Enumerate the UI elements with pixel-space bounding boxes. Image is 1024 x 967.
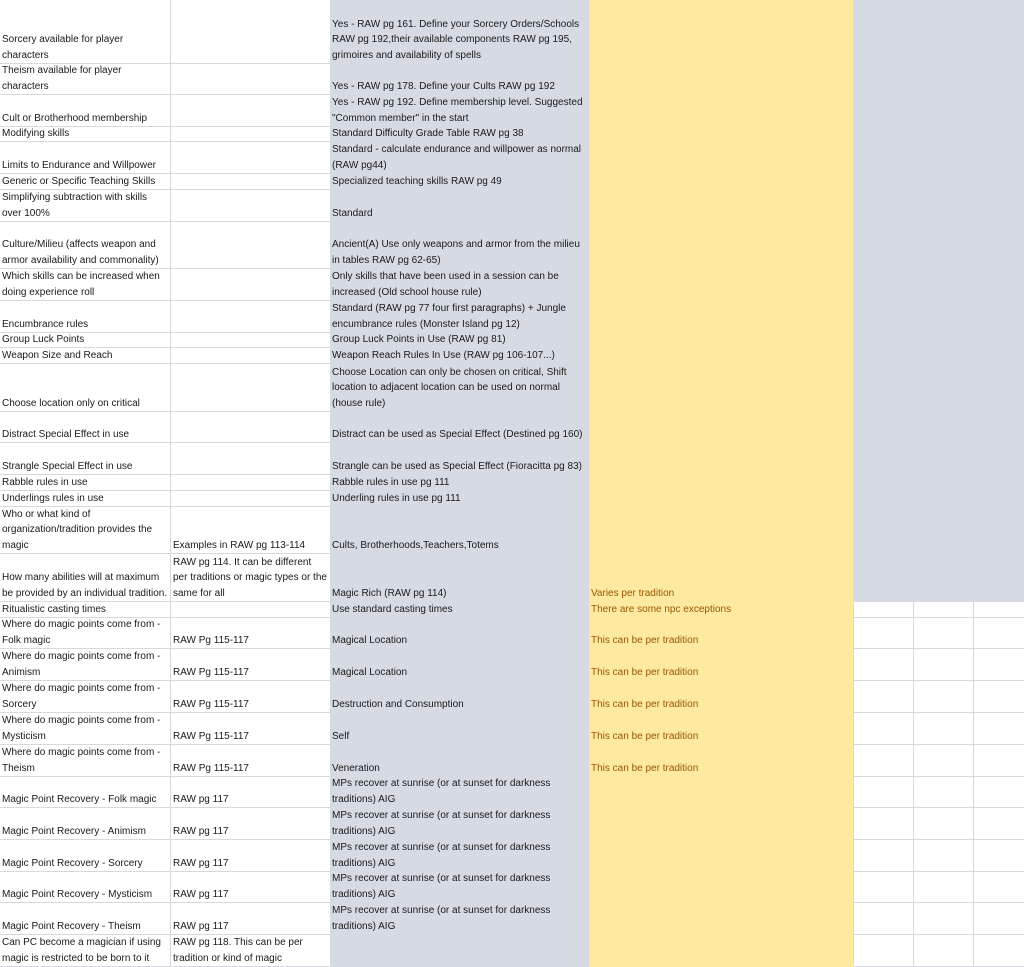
rule-cell[interactable] (1, 618, 170, 649)
reference-cell-text: RAW Pg 115-117 (173, 634, 249, 646)
reference-cell[interactable] (172, 127, 329, 142)
rule-cell[interactable] (1, 95, 170, 127)
choice-cell-text: Standard (332, 207, 373, 219)
reference-cell[interactable] (172, 935, 329, 967)
note-cell[interactable] (590, 935, 852, 967)
reference-cell[interactable] (172, 142, 329, 174)
row-gridline (853, 871, 1024, 872)
reference-cell[interactable] (172, 491, 329, 507)
choice-cell-text: Rabble rules in use pg 111 (332, 476, 450, 488)
rule-cell-text: Modifying skills (2, 127, 70, 139)
row-gridline (853, 601, 1024, 602)
row-gridline (853, 934, 1024, 935)
note-cell-text: There are some npc exceptions (591, 603, 732, 615)
rule-cell[interactable] (1, 190, 170, 222)
column-gridline (170, 0, 171, 967)
reference-cell[interactable] (172, 475, 329, 491)
choice-cell-text: Self (332, 730, 350, 742)
rule-cell[interactable] (1, 808, 170, 840)
rule-cell-text: Rabble rules in use (2, 476, 88, 488)
reference-cell[interactable] (172, 649, 329, 681)
choice-cell[interactable] (331, 127, 588, 142)
note-cell[interactable] (590, 333, 852, 348)
reference-cell-text: RAW pg 117 (173, 888, 229, 900)
choice-cell[interactable] (331, 301, 588, 333)
rule-cell-text: Weapon Size and Reach (2, 349, 113, 361)
reference-cell[interactable] (172, 554, 329, 602)
rule-cell[interactable] (1, 713, 170, 745)
note-cell[interactable] (590, 443, 852, 475)
reference-cell[interactable] (172, 745, 329, 777)
choice-cell[interactable] (331, 64, 588, 95)
note-cell[interactable] (590, 222, 852, 269)
reference-cell[interactable] (172, 777, 329, 808)
reference-cell[interactable] (172, 872, 329, 903)
reference-cell[interactable] (172, 618, 329, 649)
reference-cell[interactable] (172, 681, 329, 713)
choice-cell-text: Veneration (332, 762, 380, 774)
note-cell[interactable] (590, 681, 852, 713)
choice-cell-text: MPs recover at sunrise (or at sunset for darkness traditions) AIG (332, 842, 551, 869)
note-cell[interactable] (590, 903, 852, 935)
note-cell-text: This can be per tradition (591, 666, 699, 678)
choice-cell[interactable] (331, 872, 588, 903)
choice-cell[interactable] (331, 554, 588, 602)
choice-cell[interactable] (331, 840, 588, 872)
choice-cell[interactable] (331, 95, 588, 127)
row-gridline (853, 839, 1024, 840)
rule-cell-text: Generic or Specific Teaching Skills (2, 175, 156, 187)
choice-cell-text: Use standard casting times (332, 603, 453, 615)
note-cell[interactable] (590, 64, 852, 95)
note-cell[interactable] (590, 507, 852, 554)
reference-cell[interactable] (172, 808, 329, 840)
rule-cell-text: Who or what kind of organization/tradition provides the magic (2, 508, 153, 551)
rule-cell-text: Simplifying subtraction with skills over 100% (2, 192, 148, 219)
choice-cell-text: Weapon Reach Rules In Use (RAW pg 106-107...) (332, 349, 555, 361)
note-cell[interactable] (590, 808, 852, 840)
note-cell[interactable] (590, 301, 852, 333)
rule-cell[interactable] (1, 602, 170, 618)
choice-cell[interactable] (331, 190, 588, 222)
choice-cell[interactable] (331, 903, 588, 935)
rule-cell-text: Can PC become a magician if using magic is restricted to be born to it (2, 937, 161, 964)
note-cell[interactable] (590, 95, 852, 127)
reference-cell[interactable] (172, 190, 329, 222)
rule-cell[interactable] (1, 491, 170, 507)
rule-cell[interactable] (1, 443, 170, 475)
choice-cell[interactable] (331, 142, 588, 174)
reference-cell-text: RAW Pg 115-117 (173, 698, 249, 710)
rule-cell[interactable] (1, 507, 170, 554)
choice-cell[interactable] (331, 269, 588, 301)
row-gridline (853, 807, 1024, 808)
reference-cell[interactable] (172, 840, 329, 872)
reference-cell[interactable] (172, 0, 329, 64)
note-cell[interactable] (590, 713, 852, 745)
reference-cell-text: RAW pg 117 (173, 793, 229, 805)
reference-cell[interactable] (172, 412, 329, 443)
reference-cell-text: RAW Pg 115-117 (173, 762, 249, 774)
rule-cell-text: Magic Point Recovery - Theism (2, 920, 141, 932)
rule-cell[interactable] (1, 777, 170, 808)
note-cell[interactable] (590, 649, 852, 681)
note-cell[interactable] (590, 491, 852, 507)
rule-cell-text: Where do magic points come from - Folk magic (2, 619, 161, 646)
column-gridline (913, 602, 914, 967)
reference-cell[interactable] (172, 903, 329, 935)
choice-cell-text: Group Luck Points in Use (RAW pg 81) (332, 333, 506, 345)
choice-cell-text: MPs recover at sunrise (or at sunset for darkness traditions) AIG (332, 810, 551, 837)
rule-cell[interactable] (1, 64, 170, 95)
reference-cell-text: RAW Pg 115-117 (173, 730, 249, 742)
note-cell[interactable] (590, 412, 852, 443)
choice-cell[interactable] (331, 507, 588, 554)
column-gridline (853, 602, 854, 967)
reference-cell-text: RAW pg 117 (173, 825, 229, 837)
rule-cell[interactable] (1, 364, 170, 412)
rule-cell[interactable] (1, 903, 170, 935)
reference-cell[interactable] (172, 364, 329, 412)
note-cell[interactable] (590, 0, 852, 64)
choice-cell-text: Yes - RAW pg 161. Define your Sorcery Orders/Schools RAW pg 192,their available components RAW pg 195, grimoires and availability of spells (332, 18, 580, 61)
note-cell-text: This can be per tradition (591, 762, 699, 774)
rule-cell[interactable] (1, 127, 170, 142)
rule-cell-text: Underlings rules in use (2, 492, 104, 504)
choice-cell[interactable] (331, 222, 588, 269)
rule-cell-text: How many abilities will at maximum be provided by an individual tradition. (2, 572, 168, 599)
choice-cell[interactable] (331, 0, 588, 64)
rule-cell-text: Magic Point Recovery - Mysticism (2, 888, 153, 900)
choice-cell-text: Yes - RAW pg 178. Define your Cults RAW pg 192 (332, 80, 555, 92)
row-gridline (853, 902, 1024, 903)
rule-cell[interactable] (1, 745, 170, 777)
choice-cell-text: MPs recover at sunrise (or at sunset for darkness traditions) AIG (332, 778, 551, 805)
choice-cell-text: Standard (RAW pg 77 four first paragraphs) + Jungle encumbrance rules (Monster Island pg 12) (332, 303, 566, 330)
rule-cell-text: Magic Point Recovery - Animism (2, 825, 146, 837)
choice-cell[interactable] (331, 174, 588, 190)
reference-cell[interactable] (172, 443, 329, 475)
reference-cell[interactable] (172, 333, 329, 348)
choice-cell[interactable] (331, 348, 588, 364)
choice-cell-text: Magic Rich (RAW pg 114) (332, 587, 447, 599)
choice-cell-text: Strangle can be used as Special Effect (Fioracitta pg 83) (332, 460, 582, 472)
rule-cell-text: Cult or Brotherhood membership (2, 112, 148, 124)
rule-cell[interactable] (1, 269, 170, 301)
reference-cell[interactable] (172, 95, 329, 127)
choice-cell-text: Yes - RAW pg 192. Define membership level. Suggested "Common member" in the start (332, 97, 583, 124)
rule-cell[interactable] (1, 840, 170, 872)
empty-region-fill (853, 0, 1024, 602)
row-gridline (853, 617, 1024, 618)
note-cell-text: This can be per tradition (591, 634, 699, 646)
row-gridline (853, 776, 1024, 777)
note-cell[interactable] (590, 745, 852, 777)
note-cell[interactable] (590, 872, 852, 903)
row-gridline (853, 744, 1024, 745)
row-gridline (853, 712, 1024, 713)
rule-cell[interactable] (1, 174, 170, 190)
choice-cell[interactable] (331, 443, 588, 475)
rule-cell-text: Culture/Milieu (affects weapon and armor availability and commonality) (2, 239, 159, 266)
reference-cell-text: Examples in RAW pg 113-114 (173, 539, 306, 551)
reference-cell[interactable] (172, 602, 329, 618)
rule-cell-text: Limits to Endurance and Willpower (2, 159, 156, 171)
choice-cell[interactable] (331, 364, 588, 412)
reference-cell[interactable] (172, 507, 329, 554)
note-cell[interactable] (590, 127, 852, 142)
rule-cell[interactable] (1, 301, 170, 333)
rule-cell[interactable] (1, 935, 170, 967)
rule-cell-text: Where do magic points come from - Theism (2, 747, 161, 774)
note-cell-text: Varies per tradition (591, 587, 675, 599)
note-cell[interactable] (590, 348, 852, 364)
rule-cell-text: Sorcery available for player characters (2, 34, 124, 61)
rule-cell[interactable] (1, 142, 170, 174)
rule-cell[interactable] (1, 475, 170, 491)
choice-cell[interactable] (331, 935, 588, 967)
choice-cell-text: Standard - calculate endurance and willpower as normal (RAW pg44) (332, 144, 582, 171)
rule-cell-text: Where do magic points come from - Sorcery (2, 683, 161, 710)
note-cell[interactable] (590, 777, 852, 808)
note-cell[interactable] (590, 618, 852, 649)
note-cell-text: This can be per tradition (591, 698, 699, 710)
reference-cell[interactable] (172, 174, 329, 190)
rule-cell-text: Where do magic points come from - Animism (2, 651, 161, 678)
choice-cell-text: Choose Location can only be chosen on critical, Shift location to adjacent location can be used on normal (house rule) (332, 366, 567, 409)
rule-cell[interactable] (1, 0, 170, 64)
choice-cell-text: Specialized teaching skills RAW pg 49 (332, 175, 502, 187)
reference-cell-text: RAW Pg 115-117 (173, 666, 249, 678)
rule-cell-text: Choose location only on critical (2, 397, 140, 409)
reference-cell[interactable] (172, 713, 329, 745)
choice-cell[interactable] (331, 808, 588, 840)
reference-cell[interactable] (172, 222, 329, 269)
reference-cell-text: RAW pg 118. This can be per tradition or kind of magic (173, 937, 303, 964)
choice-cell[interactable] (331, 475, 588, 491)
rule-cell-text: Which skills can be increased when doing experience roll (2, 271, 160, 298)
choice-cell[interactable] (331, 713, 588, 745)
rule-cell-text: Where do magic points come from - Mysticism (2, 715, 161, 742)
rule-cell-text: Ritualistic casting times (2, 603, 106, 615)
rule-cell-text: Distract Special Effect in use (2, 428, 130, 440)
note-cell-text: This can be per tradition (591, 730, 699, 742)
choice-cell[interactable] (331, 681, 588, 713)
row-gridline (853, 648, 1024, 649)
note-cell[interactable] (590, 269, 852, 301)
rule-cell-text: Magic Point Recovery - Folk magic (2, 793, 157, 805)
rule-cell[interactable] (1, 333, 170, 348)
note-cell[interactable] (590, 475, 852, 491)
rule-cell-text: Encumbrance rules (2, 318, 89, 330)
choice-cell[interactable] (331, 333, 588, 348)
row-gridline (853, 680, 1024, 681)
note-cell[interactable] (590, 174, 852, 190)
note-cell[interactable] (590, 142, 852, 174)
rule-cell-text: Magic Point Recovery - Sorcery (2, 857, 143, 869)
reference-cell-text: RAW pg 114. It can be different per traditions or magic types or the same for all (173, 556, 327, 599)
choice-cell-text: Destruction and Consumption (332, 698, 464, 710)
reference-cell-text: RAW pg 117 (173, 920, 229, 932)
reference-cell-text: RAW pg 117 (173, 857, 229, 869)
choice-cell[interactable] (331, 745, 588, 777)
choice-cell-text: Ancient(A) Use only weapons and armor from the milieu in tables RAW pg 62-65) (332, 239, 580, 266)
note-cell[interactable] (590, 840, 852, 872)
choice-cell-text: Underling rules in use pg 111 (332, 492, 461, 504)
reference-cell[interactable] (172, 301, 329, 333)
reference-cell[interactable] (172, 348, 329, 364)
choice-cell-text: Standard Difficulty Grade Table RAW pg 38 (332, 127, 524, 139)
rule-cell[interactable] (1, 554, 170, 602)
column-gridline (973, 602, 974, 967)
rule-cell[interactable] (1, 872, 170, 903)
rule-cell[interactable] (1, 222, 170, 269)
choice-cell-text: Magical Location (332, 634, 408, 646)
rule-cell[interactable] (1, 412, 170, 443)
note-cell[interactable] (590, 190, 852, 222)
choice-cell[interactable] (331, 649, 588, 681)
choice-cell[interactable] (331, 777, 588, 808)
rule-cell[interactable] (1, 649, 170, 681)
choice-cell[interactable] (331, 618, 588, 649)
choice-cell[interactable] (331, 602, 588, 618)
choice-cell-text: Only skills that have been used in a session can be increased (Old school house rule) (332, 271, 559, 298)
choice-cell[interactable] (331, 412, 588, 443)
rule-cell[interactable] (1, 681, 170, 713)
note-cell[interactable] (590, 602, 852, 618)
rule-cell[interactable] (1, 348, 170, 364)
choice-cell-text: Distract can be used as Special Effect (Destined pg 160) (332, 428, 583, 440)
reference-cell[interactable] (172, 269, 329, 301)
choice-cell-text: Magical Location (332, 666, 408, 678)
note-cell[interactable] (590, 554, 852, 602)
choice-cell-text: Cults, Brotherhoods,Teachers,Totems (332, 539, 499, 551)
note-cell[interactable] (590, 364, 852, 412)
reference-cell[interactable] (172, 64, 329, 95)
rule-cell-text: Theism available for player characters (2, 65, 122, 92)
rule-cell-text: Strangle Special Effect in use (2, 460, 133, 472)
choice-cell[interactable] (331, 491, 588, 507)
choice-cell-text: MPs recover at sunrise (or at sunset for darkness traditions) AIG (332, 873, 551, 900)
choice-cell-text: MPs recover at sunrise (or at sunset for darkness traditions) AIG (332, 905, 551, 932)
rule-cell-text: Group Luck Points (2, 333, 85, 345)
